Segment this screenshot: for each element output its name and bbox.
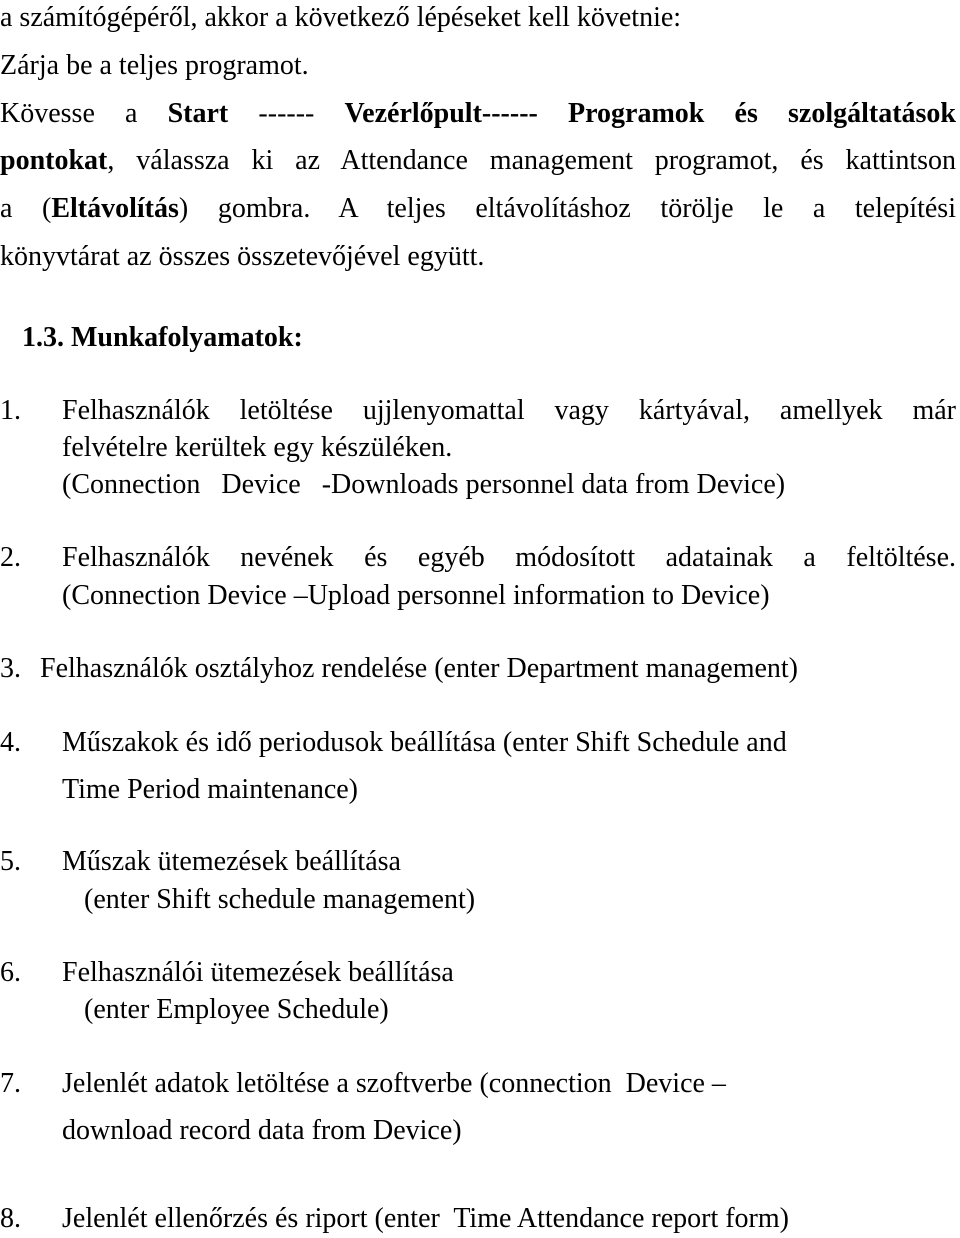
list-item-line: Felhasználói ütemezések beállítása [62,957,454,988]
uninstall-button-name: Eltávolítás [51,193,179,224]
list-item-line: (Connection Device -Downloads personnel data from Device) [62,469,786,500]
list-item-number: 4. [0,727,21,758]
list-item-line: Műszakok és idő periodusok beállítása (enter Shift Schedule and [62,727,787,758]
list-item-number: 8. [0,1203,21,1234]
list-item-line: Felhasználók nevének és egyéb módosított adatainak a feltöltése. [62,542,956,573]
list-item-number: 7. [0,1068,21,1099]
section-heading [22,322,303,354]
menu-programs-features: Programok és szolgáltatások [568,98,956,129]
intro-line-1: a számítógépéről, akkor a következő lépéseket kell követnie: [0,2,682,33]
list-item-number: 3. [0,653,21,684]
intro-line-4 [0,145,956,177]
list-item-line: Műszak ütemezések beállítása [62,846,401,877]
menu-control-panel: Vezérlőpult------ [344,98,538,129]
intro-line-3 [0,98,956,130]
text-run: ) gombra. A teljes eltávolításhoz törölje le a telepítési [178,193,956,224]
menu-items-word: pontokat [0,145,108,176]
list-item-line: (enter Employee Schedule) [84,994,389,1025]
text-run: , válassza ki az Attendance management programot, és kattintson [107,145,956,176]
list-item-line: download record data from Device) [62,1115,462,1146]
intro-line-2: Zárja be a teljes programot. [0,50,309,81]
list-item-line: (enter Shift schedule management) [84,884,476,915]
list-item-number: 2. [0,542,21,573]
list-item-number: 1. [0,395,21,426]
list-item-line: felvételre kerültek egy készüléken. [62,432,453,463]
text-run: ------ [228,98,345,129]
text-run: Kövesse a [0,98,168,129]
text-run [538,98,568,129]
list-item-line: (Connection Device –Upload personnel information to Device) [62,580,770,611]
list-item-line: Felhasználók letöltése ujjlenyomattal vagy kártyával, amellyek már [62,395,956,426]
intro-line-6: könyvtárat az összes összetevőjével együtt. [0,241,485,272]
list-item-number: 5. [0,846,21,877]
list-item-line: Time Period maintenance) [62,774,359,805]
list-item-line: Jelenlét ellenőrzés és riport (enter Time Attendance report form) [62,1203,789,1234]
list-item-number: 6. [0,957,21,988]
section-heading-text: 1.3. Munkafolyamatok: [22,322,303,353]
list-item-line: Jelenlét adatok letöltése a szoftverbe (connection Device – [62,1068,726,1099]
menu-start: Start [167,98,229,129]
intro-line-5 [0,193,956,225]
list-item-line: Felhasználók osztályhoz rendelése (enter Department management) [40,653,799,684]
text-run: a ( [0,193,52,224]
